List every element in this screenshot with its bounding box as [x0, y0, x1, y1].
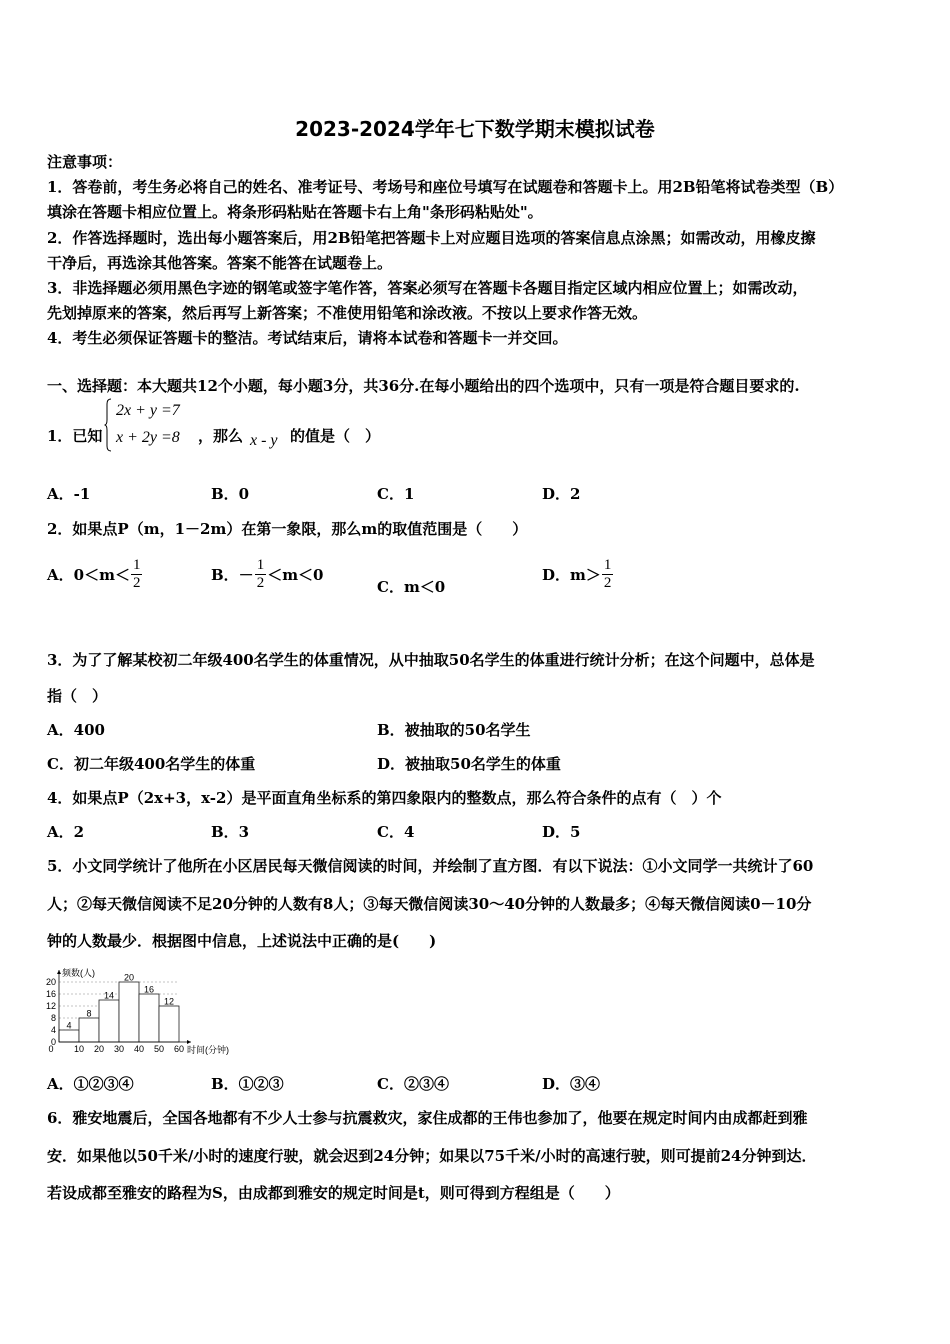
q5-option-d: D．③④ [542, 1075, 601, 1093]
histogram-bar [59, 1030, 79, 1042]
fraction [602, 557, 614, 592]
q1-eq2: x + 2y =8 [116, 429, 180, 446]
fraction-num: 1 [603, 557, 612, 573]
x-tick-label: 30 [113, 1044, 125, 1054]
q3-option-b: B．被抽取的50名学生 [377, 721, 531, 739]
fraction-den: 2 [132, 575, 141, 591]
q5-line2: 人；②每天微信阅读不足20分钟的人数有8人；③每天微信阅读30～40分钟的人数最多；④每天微信阅读0－10分 [47, 895, 812, 913]
bar-value-label: 12 [163, 996, 175, 1007]
q3-option-a: A．400 [47, 721, 105, 739]
histogram-bar [79, 1018, 99, 1042]
x-tick-label: 20 [93, 1044, 105, 1054]
brace-symbol [104, 398, 112, 452]
q3-option-c: C．初二年级400名学生的体重 [47, 755, 256, 773]
section-heading: 一、选择题：本大题共12个小题，每小题3分，共36分.在每小题给出的四个选项中，只有一项是符合题目要求的. [47, 377, 800, 395]
q1-middle: ，那么 [198, 427, 244, 445]
y-tick-label: 8 [50, 1013, 56, 1023]
q2-option-b [211, 557, 324, 592]
q5-option-a: A．①②③④ [47, 1075, 134, 1093]
y-axis-label: 频数(人) [62, 968, 95, 978]
q6-line1: 6．雅安地震后，全国各地都有不少人士参与抗震救灾，家住成都的王伟也参加了，他要在规定时间内由成都赶到雅 [47, 1109, 808, 1127]
fraction [131, 557, 143, 592]
q6-line3: 若设成都至雅安的路程为S，由成都到雅安的规定时间是t，则可得到方程组是（ ） [47, 1184, 620, 1202]
q3-line1: 3．为了了解某校初二年级400名学生的体重情况，从中抽取50名学生的体重进行统计分析；在这个问题中，总体是 [47, 651, 815, 669]
histogram-bar [119, 982, 139, 1042]
q1-option-a: A．-1 [47, 485, 91, 503]
q1-expr: x - y [250, 432, 278, 449]
x-axis-arrow [187, 1040, 191, 1044]
q3-option-d: D．被抽取50名学生的体重 [377, 755, 561, 773]
y-tick-label: 12 [45, 1001, 56, 1011]
histogram-chart [40, 966, 255, 1058]
bar-value-label: 4 [66, 1020, 72, 1031]
y-axis-arrow [57, 970, 61, 974]
q4-option-d: D．5 [542, 823, 581, 841]
q5-line3: 钟的人数最少．根据图中信息，上述说法中正确的是( ) [47, 932, 437, 950]
q4-option-b: B．3 [211, 823, 250, 841]
fraction-num: 1 [256, 557, 265, 573]
page-title: 2023-2024学年七下数学期末模拟试卷 [295, 117, 655, 141]
bar-value-label: 14 [103, 990, 115, 1001]
q2-option-b-label: B．－ [211, 565, 254, 584]
bar-value-label: 20 [123, 972, 135, 983]
y-tick-label: 20 [45, 977, 56, 987]
q5-option-b: B．①②③ [211, 1075, 284, 1093]
q1-option-d: D．2 [542, 485, 581, 503]
q2-option-a [47, 557, 143, 592]
bar-value-label: 8 [86, 1008, 92, 1019]
q6-line2: 安．如果他以50千米/小时的速度行驶，就会迟到24分钟；如果以75千米/小时的高速行驶，则可提前24分钟到达． [47, 1147, 817, 1165]
histogram-bar [99, 1000, 119, 1042]
y-tick-label: 0 [50, 1037, 56, 1047]
q2-option-c: C．m＜0 [377, 578, 446, 596]
q1-eq1: 2x + y =7 [116, 402, 180, 419]
y-tick-label: 4 [50, 1025, 56, 1035]
x-tick-label: 50 [153, 1044, 165, 1054]
q2-stem: 2．如果点P（m，1－2m）在第一象限，那么m的取值范围是（ ） [47, 520, 528, 538]
notice-line: 1．答卷前，考生务必将自己的姓名、准考证号、考场号和座位号填写在试题卷和答题卡上。用2B铅笔将试卷类型（B） [47, 178, 844, 196]
q2-option-a-label: A．0＜m＜ [47, 565, 130, 584]
fraction-den: 2 [603, 575, 612, 591]
q1-option-b: B．0 [211, 485, 250, 503]
q4-option-c: C．4 [377, 823, 415, 841]
q3-line2: 指（ ） [47, 687, 108, 705]
q2-option-d [542, 557, 614, 592]
notice-line: 先划掉原来的答案，然后再写上新答案；不准使用铅笔和涂改液。不按以上要求作答无效。 [47, 304, 648, 322]
q5-option-c: C．②③④ [377, 1075, 449, 1093]
q2-option-d-label: D．m＞ [542, 565, 601, 584]
q1-suffix: 的值是（ ） [290, 427, 381, 445]
histogram-bar [139, 994, 159, 1042]
notice-line: 4．考生必须保证答题卡的整洁。考试结束后，请将本试卷和答题卡一并交回。 [47, 329, 568, 347]
q5-line1: 5．小文同学统计了他所在小区居民每天微信阅读的时间，并绘制了直方图．有以下说法：①小文同学一共统计了60 [47, 857, 814, 875]
q4-option-a: A．2 [47, 823, 85, 841]
q1-prefix: 1．已知 [47, 427, 103, 445]
histogram-bar [159, 1006, 179, 1042]
fraction-den: 2 [256, 575, 265, 591]
q1-option-c: C．1 [377, 485, 415, 503]
notice-line: 填涂在答题卡相应位置上。将条形码粘贴在答题卡右上角"条形码粘贴处"。 [47, 203, 543, 221]
fraction-num: 1 [132, 557, 141, 573]
bar-value-label: 16 [143, 984, 155, 995]
q4-stem: 4．如果点P（2x+3，x-2）是平面直角坐标系的第四象限内的整数点，那么符合条件的点有（ ）个 [47, 789, 722, 807]
y-tick-label: 16 [45, 989, 56, 999]
x-tick-label: 10 [73, 1044, 85, 1054]
q2-option-b-tail: ＜m＜0 [267, 565, 324, 584]
notice-line: 2．作答选择题时，选出每小题答案后，用2B铅笔把答题卡上对应题目选项的答案信息点涂黑；如需改动，用橡皮擦 [47, 229, 816, 247]
x-tick-label: 40 [133, 1044, 145, 1054]
fraction [255, 557, 267, 592]
notice-heading: 注意事项： [47, 153, 123, 171]
x-tick-label: 0 [48, 1044, 54, 1054]
notice-line: 3．非选择题必须用黑色字迹的钢笔或签字笔作答，答案必须写在答题卡各题目指定区域内相应位置上；如需改动， [47, 279, 808, 297]
x-axis-label: 时间(分钟) [187, 1045, 229, 1055]
x-tick-label: 60 [173, 1044, 185, 1054]
notice-line: 干净后，再选涂其他答案。答案不能答在试题卷上。 [47, 254, 393, 272]
